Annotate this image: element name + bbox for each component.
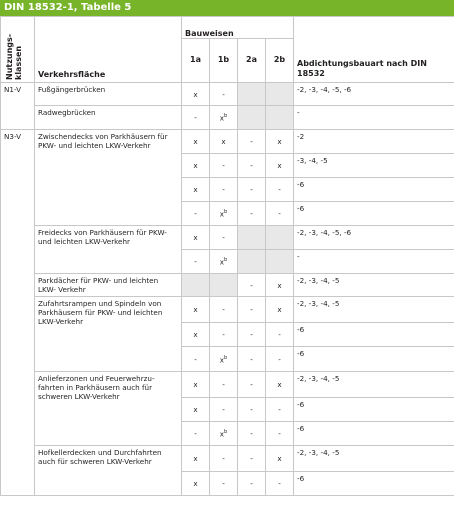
cell-2b: x: [266, 130, 294, 154]
cell-2a: -: [238, 446, 266, 472]
cell-1b: -: [210, 226, 238, 250]
abdichtung-header: Abdichtungsbauart nach DIN 18532: [294, 17, 454, 83]
cell-1b: -: [210, 446, 238, 472]
bauart-cell: -2, -3, -4, -5: [294, 446, 454, 472]
cell-1b: -: [210, 297, 238, 323]
cell-2b: -: [266, 398, 294, 422]
cell-1a: x: [182, 297, 210, 323]
cell-2b: x: [266, 154, 294, 178]
bauart-cell: -6: [294, 178, 454, 202]
cell-1a: -: [182, 347, 210, 372]
bauart-cell: -2, -3, -4, -5, -6: [294, 83, 454, 106]
cell-1a: -: [182, 106, 210, 130]
cell-2a: -: [238, 154, 266, 178]
cell-2a: -: [238, 398, 266, 422]
cell-1b: -: [210, 398, 238, 422]
bauart-cell: -3, -4, -5: [294, 154, 454, 178]
bauart-cell: -2, -3, -4, -5: [294, 297, 454, 323]
cell-1a: x: [182, 472, 210, 496]
bauart-cell: -6: [294, 472, 454, 496]
cell-1b: $x^b$: [210, 422, 238, 446]
verkehrsflaeche-header: Verkehrsfläche: [35, 17, 182, 83]
bauart-cell: -: [294, 250, 454, 274]
cell-2b: [266, 106, 294, 130]
bauart-cell: -2, -3, -4, -5: [294, 274, 454, 297]
cell-1b: -: [210, 323, 238, 347]
bauart-cell: -2, -3, -4, -5, -6: [294, 226, 454, 250]
table-title: DIN 18532-1, Tabelle 5: [0, 0, 454, 16]
cell-2b: x: [266, 274, 294, 297]
cell-2b: [266, 226, 294, 250]
klasse-cell: N3-V: [1, 130, 35, 496]
cell-2b: x: [266, 446, 294, 472]
col-1a: 1a: [182, 39, 210, 83]
area-cell: Fußgängerbrücken: [35, 83, 182, 106]
cell-2a: -: [238, 297, 266, 323]
cell-1a: -: [182, 422, 210, 446]
area-cell: Zufahrtsrampen und Spindeln von Parkhäusern für PKW- und leichten LKW-Verkehr: [35, 297, 182, 372]
cell-1b: [210, 274, 238, 297]
cell-1b: $x^b$: [210, 347, 238, 372]
cell-2b: -: [266, 347, 294, 372]
cell-1a: x: [182, 154, 210, 178]
cell-2a: -: [238, 472, 266, 496]
col-2a: 2a: [238, 39, 266, 83]
cell-2a: [238, 106, 266, 130]
area-cell: Anlieferzonen und Feuerwehrzu-fahrten in Parkhäusern auch für schweren LKW-Verkehr: [35, 372, 182, 446]
cell-2b: -: [266, 178, 294, 202]
cell-1a: x: [182, 323, 210, 347]
cell-1b: -: [210, 472, 238, 496]
cell-2a: [238, 83, 266, 106]
bauart-cell: -6: [294, 323, 454, 347]
area-cell: Hofkellerdecken und Durchfahrten auch für schweren LKW-Verkehr: [35, 446, 182, 496]
area-cell: Freidecks von Parkhäusern für PKW- und leichten LKW-Verkehr: [35, 226, 182, 274]
cell-1b: $x^b$: [210, 106, 238, 130]
cell-1a: -: [182, 202, 210, 226]
bauweisen-header: Bauweisen: [182, 17, 294, 39]
cell-2b: [266, 250, 294, 274]
cell-2b: -: [266, 422, 294, 446]
bauart-cell: -: [294, 106, 454, 130]
bauart-cell: -6: [294, 398, 454, 422]
klasse-cell: N1-V: [1, 83, 35, 130]
nutzungsklassen-header: Nutzungs-klassen: [1, 17, 35, 83]
cell-1b: -: [210, 372, 238, 398]
cell-2b: [266, 83, 294, 106]
cell-1b: -: [210, 83, 238, 106]
cell-2a: -: [238, 422, 266, 446]
col-1b: 1b: [210, 39, 238, 83]
col-2b: 2b: [266, 39, 294, 83]
cell-1b: x: [210, 130, 238, 154]
cell-1b: $x^b$: [210, 250, 238, 274]
cell-1a: x: [182, 372, 210, 398]
cell-2a: [238, 250, 266, 274]
bauart-cell: -6: [294, 347, 454, 372]
area-cell: Parkdächer für PKW- und leichten LKW- Verkehr: [35, 274, 182, 297]
area-cell: Radwegbrücken: [35, 106, 182, 130]
cell-2b: -: [266, 202, 294, 226]
bauart-cell: -2, -3, -4, -5: [294, 372, 454, 398]
bauart-cell: -6: [294, 422, 454, 446]
cell-2b: -: [266, 323, 294, 347]
cell-2a: -: [238, 130, 266, 154]
cell-1a: [182, 274, 210, 297]
area-cell: Zwischendecks von Parkhäusern für PKW- und leichten LKW-Verkehr: [35, 130, 182, 226]
cell-2a: -: [238, 202, 266, 226]
bauart-cell: -2: [294, 130, 454, 154]
cell-2b: -: [266, 472, 294, 496]
cell-1a: x: [182, 130, 210, 154]
cell-2a: -: [238, 274, 266, 297]
bauart-cell: -6: [294, 202, 454, 226]
cell-2a: [238, 226, 266, 250]
din-table: [0, 16, 454, 496]
cell-1a: x: [182, 226, 210, 250]
cell-2a: -: [238, 323, 266, 347]
cell-2a: -: [238, 372, 266, 398]
cell-1a: x: [182, 83, 210, 106]
cell-1a: x: [182, 178, 210, 202]
cell-2a: -: [238, 178, 266, 202]
cell-2b: x: [266, 372, 294, 398]
cell-1a: x: [182, 398, 210, 422]
cell-2a: -: [238, 347, 266, 372]
cell-2b: x: [266, 297, 294, 323]
cell-1a: x: [182, 446, 210, 472]
cell-1b: -: [210, 154, 238, 178]
cell-1a: -: [182, 250, 210, 274]
cell-1b: $x^b$: [210, 202, 238, 226]
cell-1b: -: [210, 178, 238, 202]
